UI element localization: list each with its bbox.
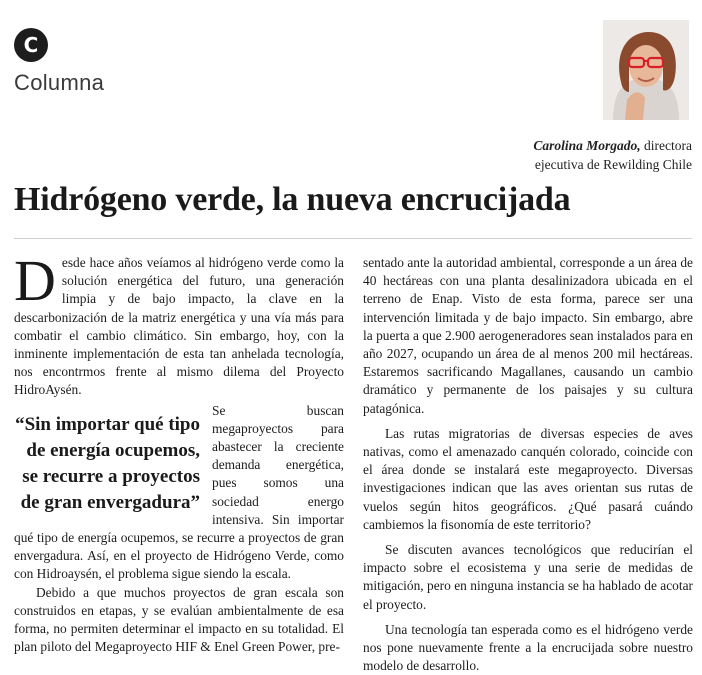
paragraph-3-end: sentado ante la autoridad ambiental, corresponde a un área de 40 hectáreas con una planta desalinizadora ubicada en el terreno de Enap. Visto de esta forma, parece ser una intervención limitada y de bajo impacto. Sin embargo, abre la puerta a que 2.900 aerogeneradores sean instalados para en año 2027, ocupando un área de al menos 200 mil hectáreas. Estaremos sacrificando Magallanes, causando un cambio dramático y permanente de los paisajes y su cultura patagónica.	[363, 255, 693, 416]
paragraph-2: Se buscan megaproyectos para abastecer la creciente demanda energética, pues somos una sociedad energo intensiva. Sin importar qué tipo de energía ocupemos, se recurre a proyectos de gran envergadura. Así, en el proyecto de Hidrógeno Verde, como con Hidroaysén, el problema sigue siendo la escala.	[14, 402, 344, 582]
author-portrait	[603, 20, 689, 120]
section-label: Columna	[14, 70, 105, 95]
author-role-line1: directora	[640, 138, 692, 153]
paragraph-3-start: Debido a que muchos proyectos de gran escala son construidos en etapas, y se evalúan ambientalmente de esa forma, no permiten determinar el impacto en su totalidad. El plan piloto del Megaproyecto HIF & Enel Green Power, pre-	[14, 584, 344, 655]
divider	[14, 238, 692, 239]
paragraph-6: Una tecnología tan esperada como es el hidrógeno verde nos pone nuevamente frente a la encrucijada sobre nuestro modelo de desarrollo.	[363, 621, 693, 674]
author-role-line2: ejecutiva de Rewilding Chile	[534, 157, 692, 172]
pull-quote: “Sin importar qué tipo de energía ocupemos, se recurre a proyectos de gran envergadura”	[15, 413, 200, 513]
drop-cap: D	[14, 248, 56, 313]
article-column-left	[14, 248, 344, 655]
column-badge: C	[14, 28, 48, 62]
author-byline	[533, 136, 692, 174]
author-name: Carolina Morgado,	[533, 138, 641, 153]
author-photo-icon	[603, 20, 689, 120]
article-title: Hidrógeno verde, la nueva encrucijada	[14, 181, 571, 218]
paragraph-5: Se discuten avances tecnológicos que reducirían el impacto sobre el ecosistema y una serie de medidas de mitigación, pero en ninguna instancia se ha hablado de acotar el proyecto.	[363, 542, 693, 612]
paragraph-1-text: esde hace años veíamos al hidrógeno verde como la solución energética del futuro, una generación limpia y de bajo impacto, la clave en la descarbonización de la matriz energética y una vía más para combatir el cambio climático. Sin embargo, hoy, con la inminente implementación de esta tan anhelada tecnología, nos encontrmos frente al mismo dilema del Proyecto HidroAysén.	[14, 255, 344, 398]
paragraph-4: Las rutas migratorias de diversas especies de aves nativas, como el amenazado canquén colorado, coincide con el área donde se instalará este megaproyecto. Diversas investigaciones indican que las aves orientan sus rutas de vuelos según hitos geográficos. ¿Qué pasará cuándo cambiemos la fisonomía de este territorio?	[363, 425, 693, 532]
article-column-right	[363, 254, 693, 674]
paragraph-1	[14, 248, 344, 400]
